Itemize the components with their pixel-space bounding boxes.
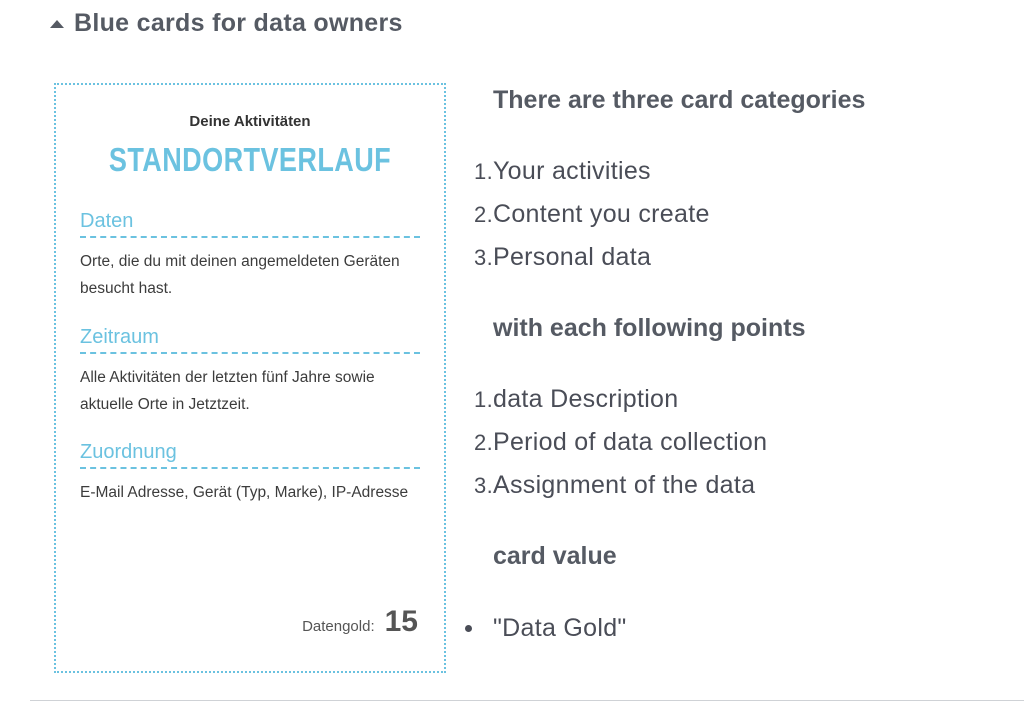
list-number: 2 .	[464, 430, 493, 456]
list-number: 1 .	[464, 387, 493, 413]
categories-list	[464, 150, 710, 279]
card-value-label: Datengold:	[302, 618, 375, 635]
list-text: Assignment of the data	[493, 471, 756, 499]
section-title: Blue cards for data owners	[74, 8, 403, 37]
list-text: Personal data	[493, 243, 652, 271]
card-section-heading: Zuordnung	[80, 440, 420, 469]
value-list	[464, 607, 627, 650]
list-item	[464, 378, 767, 421]
list-text: Content you create	[493, 200, 710, 228]
card-section-heading: Daten	[80, 209, 420, 238]
card-section-text: Orte, die du mit deinen angemeldeten Geräten besucht hast.	[80, 253, 400, 297]
list-item	[464, 464, 767, 507]
points-list	[464, 378, 767, 507]
list-number: 3 .	[464, 245, 493, 271]
card-value	[302, 605, 418, 639]
card-section-daten	[80, 209, 420, 302]
card-section-zuordnung	[80, 440, 420, 506]
list-item	[464, 193, 710, 236]
list-item	[464, 421, 767, 464]
value-heading: card value	[493, 542, 617, 570]
caret-up-icon[interactable]	[50, 20, 64, 28]
categories-heading: There are three card categories	[493, 86, 866, 114]
list-item	[464, 607, 627, 650]
list-item	[464, 236, 710, 279]
list-number: 2 .	[464, 202, 493, 228]
card-category: Deine Aktivitäten	[189, 113, 311, 130]
points-heading: with each following points	[493, 314, 806, 342]
divider	[30, 700, 1024, 701]
list-number: 1 .	[464, 159, 493, 185]
list-text: Period of data collection	[493, 428, 768, 456]
example-card	[54, 83, 446, 673]
list-text: Your activities	[493, 157, 651, 185]
card-section-text: E-Mail Adresse, Gerät (Typ, Marke), IP-Adresse	[80, 484, 409, 501]
card-section-heading: Zeitraum	[80, 325, 420, 354]
card-section-text: Alle Aktivitäten der letzten fünf Jahre sowie aktuelle Orte in Jetztzeit.	[80, 369, 375, 413]
card-value-number: 15	[384, 605, 418, 638]
section-toggle[interactable]	[50, 6, 403, 40]
list-text: "Data Gold"	[493, 614, 627, 642]
list-item	[464, 150, 710, 193]
list-text: data Description	[493, 385, 679, 413]
list-number: 3 .	[464, 473, 493, 499]
card-section-zeitraum	[80, 325, 420, 418]
bullet-icon	[465, 625, 472, 632]
card-title: STANDORTVERLAUF	[108, 141, 392, 178]
